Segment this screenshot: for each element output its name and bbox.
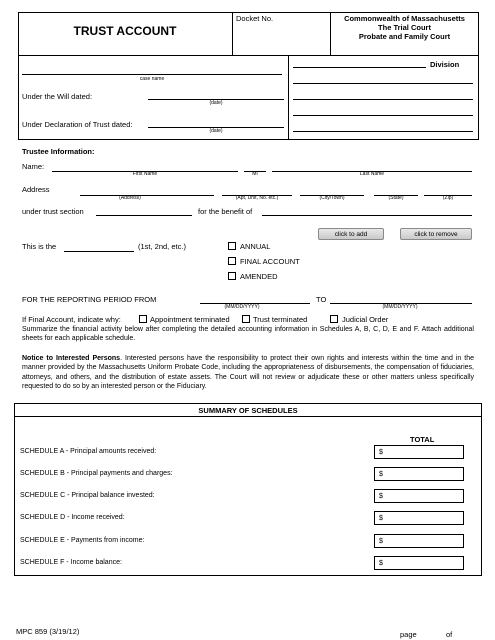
case-divider bbox=[288, 56, 289, 140]
apt-caption: (Apt, Unit, No. etc.) bbox=[235, 195, 279, 201]
summary-title: SUMMARY OF SCHEDULES bbox=[198, 406, 298, 415]
schedule-a-total[interactable]: $ bbox=[374, 445, 464, 459]
schedule-d-label: SCHEDULE D - Income received: bbox=[20, 514, 125, 521]
court-line-2: The Trial Court bbox=[378, 23, 431, 32]
declaration-date-caption: (date) bbox=[209, 128, 223, 134]
total-label: TOTAL bbox=[410, 435, 435, 444]
summary-instructions: Summarize the financial activity below after completing the detailed accounting information in Schedules A, B, C, D, E and F. Attach additional sheets for each applicable schedule. bbox=[22, 326, 474, 343]
annual-checkbox[interactable] bbox=[228, 242, 236, 250]
amended-checkbox[interactable] bbox=[228, 272, 236, 280]
trust-terminated-label: Trust terminated bbox=[253, 315, 308, 324]
page-label: page bbox=[400, 630, 417, 639]
address-label: Address bbox=[22, 185, 50, 194]
trust-terminated-checkbox[interactable] bbox=[242, 315, 250, 323]
trustee-section-title: Trustee Information: bbox=[22, 147, 95, 156]
period-from-label: FOR THE REPORTING PERIOD FROM bbox=[22, 295, 157, 304]
annual-label: ANNUAL bbox=[240, 242, 271, 251]
party-line-1[interactable] bbox=[293, 74, 473, 84]
schedule-e-label: SCHEDULE E - Payments from income: bbox=[20, 537, 145, 544]
name-label: Name: bbox=[22, 162, 45, 171]
notice-paragraph bbox=[22, 354, 474, 392]
appointment-terminated-label: Appointment terminated bbox=[150, 315, 230, 324]
final-account-label: FINAL ACCOUNT bbox=[240, 257, 300, 266]
court-line-3: Probate and Family Court bbox=[358, 32, 451, 41]
declaration-label: Under Declaration of Trust dated: bbox=[22, 120, 133, 129]
final-account-checkbox[interactable] bbox=[228, 257, 236, 265]
case-name-input[interactable] bbox=[22, 65, 282, 75]
period-from-input[interactable] bbox=[200, 294, 310, 304]
will-date-caption: (date) bbox=[209, 100, 223, 106]
period-to-caption: (MM/DD/YYYY) bbox=[382, 304, 418, 310]
header-divider-1 bbox=[232, 12, 233, 56]
benefit-label: for the benefit of bbox=[198, 207, 253, 216]
last-name-caption: Last Name bbox=[359, 171, 385, 177]
schedule-c-label: SCHEDULE C - Principal balance invested: bbox=[20, 492, 155, 499]
schedule-f-total[interactable]: $ bbox=[374, 556, 464, 570]
ordinal-input[interactable] bbox=[64, 242, 134, 252]
schedule-a-label: SCHEDULE A - Principal amounts received: bbox=[20, 448, 157, 455]
this-is-the-label: This is the bbox=[22, 242, 57, 251]
ordinal-hint: (1st, 2nd, etc.) bbox=[138, 242, 186, 251]
party-line-4[interactable] bbox=[293, 122, 473, 132]
period-from-caption: (MM/DD/YYYY) bbox=[224, 304, 260, 310]
schedule-c-total[interactable]: $ bbox=[374, 489, 464, 503]
will-date-input[interactable] bbox=[148, 90, 284, 100]
form-id: MPC 859 (3/19/12) bbox=[16, 627, 80, 636]
docket-label: Docket No. bbox=[236, 14, 274, 23]
of-label: of bbox=[446, 630, 453, 639]
add-button[interactable]: click to add bbox=[318, 228, 384, 240]
trust-section-input[interactable] bbox=[96, 206, 192, 216]
period-to-label: TO bbox=[316, 295, 327, 304]
party-line-3[interactable] bbox=[293, 106, 473, 116]
division-label: Division bbox=[430, 60, 460, 69]
address-caption: (Address) bbox=[119, 195, 141, 201]
first-name-caption: First Name bbox=[132, 171, 158, 177]
form-title: TRUST ACCOUNT bbox=[73, 24, 177, 38]
will-label: Under the Will dated: bbox=[22, 92, 93, 101]
notice-text: . Interested persons have the responsibility to protect their own rights and interests within the time and in the manner provided by the Massachusetts Uniform Probate Code, including the appropriateness of disbursements, the compensation of fiduciaries, attorneys, and others, and the distribution of estate assets. The Court will not review or adjudicate these or other matters unless specifically requested to do so by an interested person or the Fiduciary. bbox=[22, 355, 475, 391]
docket-number-input[interactable] bbox=[236, 26, 330, 52]
city-caption: (City/Town) bbox=[319, 195, 345, 201]
schedule-b-label: SCHEDULE B - Principal payments and charges: bbox=[20, 470, 173, 477]
period-to-input[interactable] bbox=[330, 294, 472, 304]
summary-title-rule bbox=[14, 416, 482, 417]
court-line-1: Commonwealth of Massachusetts bbox=[344, 14, 465, 23]
remove-button[interactable]: click to remove bbox=[400, 228, 472, 240]
benefit-input[interactable] bbox=[262, 206, 472, 216]
notice-title: Notice to Interested Persons bbox=[22, 355, 121, 362]
state-caption: (State) bbox=[388, 195, 404, 201]
appointment-terminated-checkbox[interactable] bbox=[139, 315, 147, 323]
amended-label: AMENDED bbox=[240, 272, 278, 281]
schedule-d-total[interactable]: $ bbox=[374, 511, 464, 525]
division-input[interactable] bbox=[293, 58, 426, 68]
judicial-order-checkbox[interactable] bbox=[330, 315, 338, 323]
schedule-e-total[interactable]: $ bbox=[374, 534, 464, 548]
declaration-date-input[interactable] bbox=[148, 118, 284, 128]
mi-caption: MI bbox=[252, 171, 258, 177]
judicial-order-label: Judicial Order bbox=[342, 315, 389, 324]
case-name-caption: case name bbox=[139, 76, 165, 82]
schedule-b-total[interactable]: $ bbox=[374, 467, 464, 481]
schedule-f-label: SCHEDULE F - Income balance: bbox=[20, 559, 122, 566]
zip-caption: (Zip) bbox=[442, 195, 454, 201]
trust-section-label: under trust section bbox=[22, 207, 84, 216]
final-reason-label: If Final Account, indicate why: bbox=[22, 315, 121, 324]
party-line-2[interactable] bbox=[293, 90, 473, 100]
